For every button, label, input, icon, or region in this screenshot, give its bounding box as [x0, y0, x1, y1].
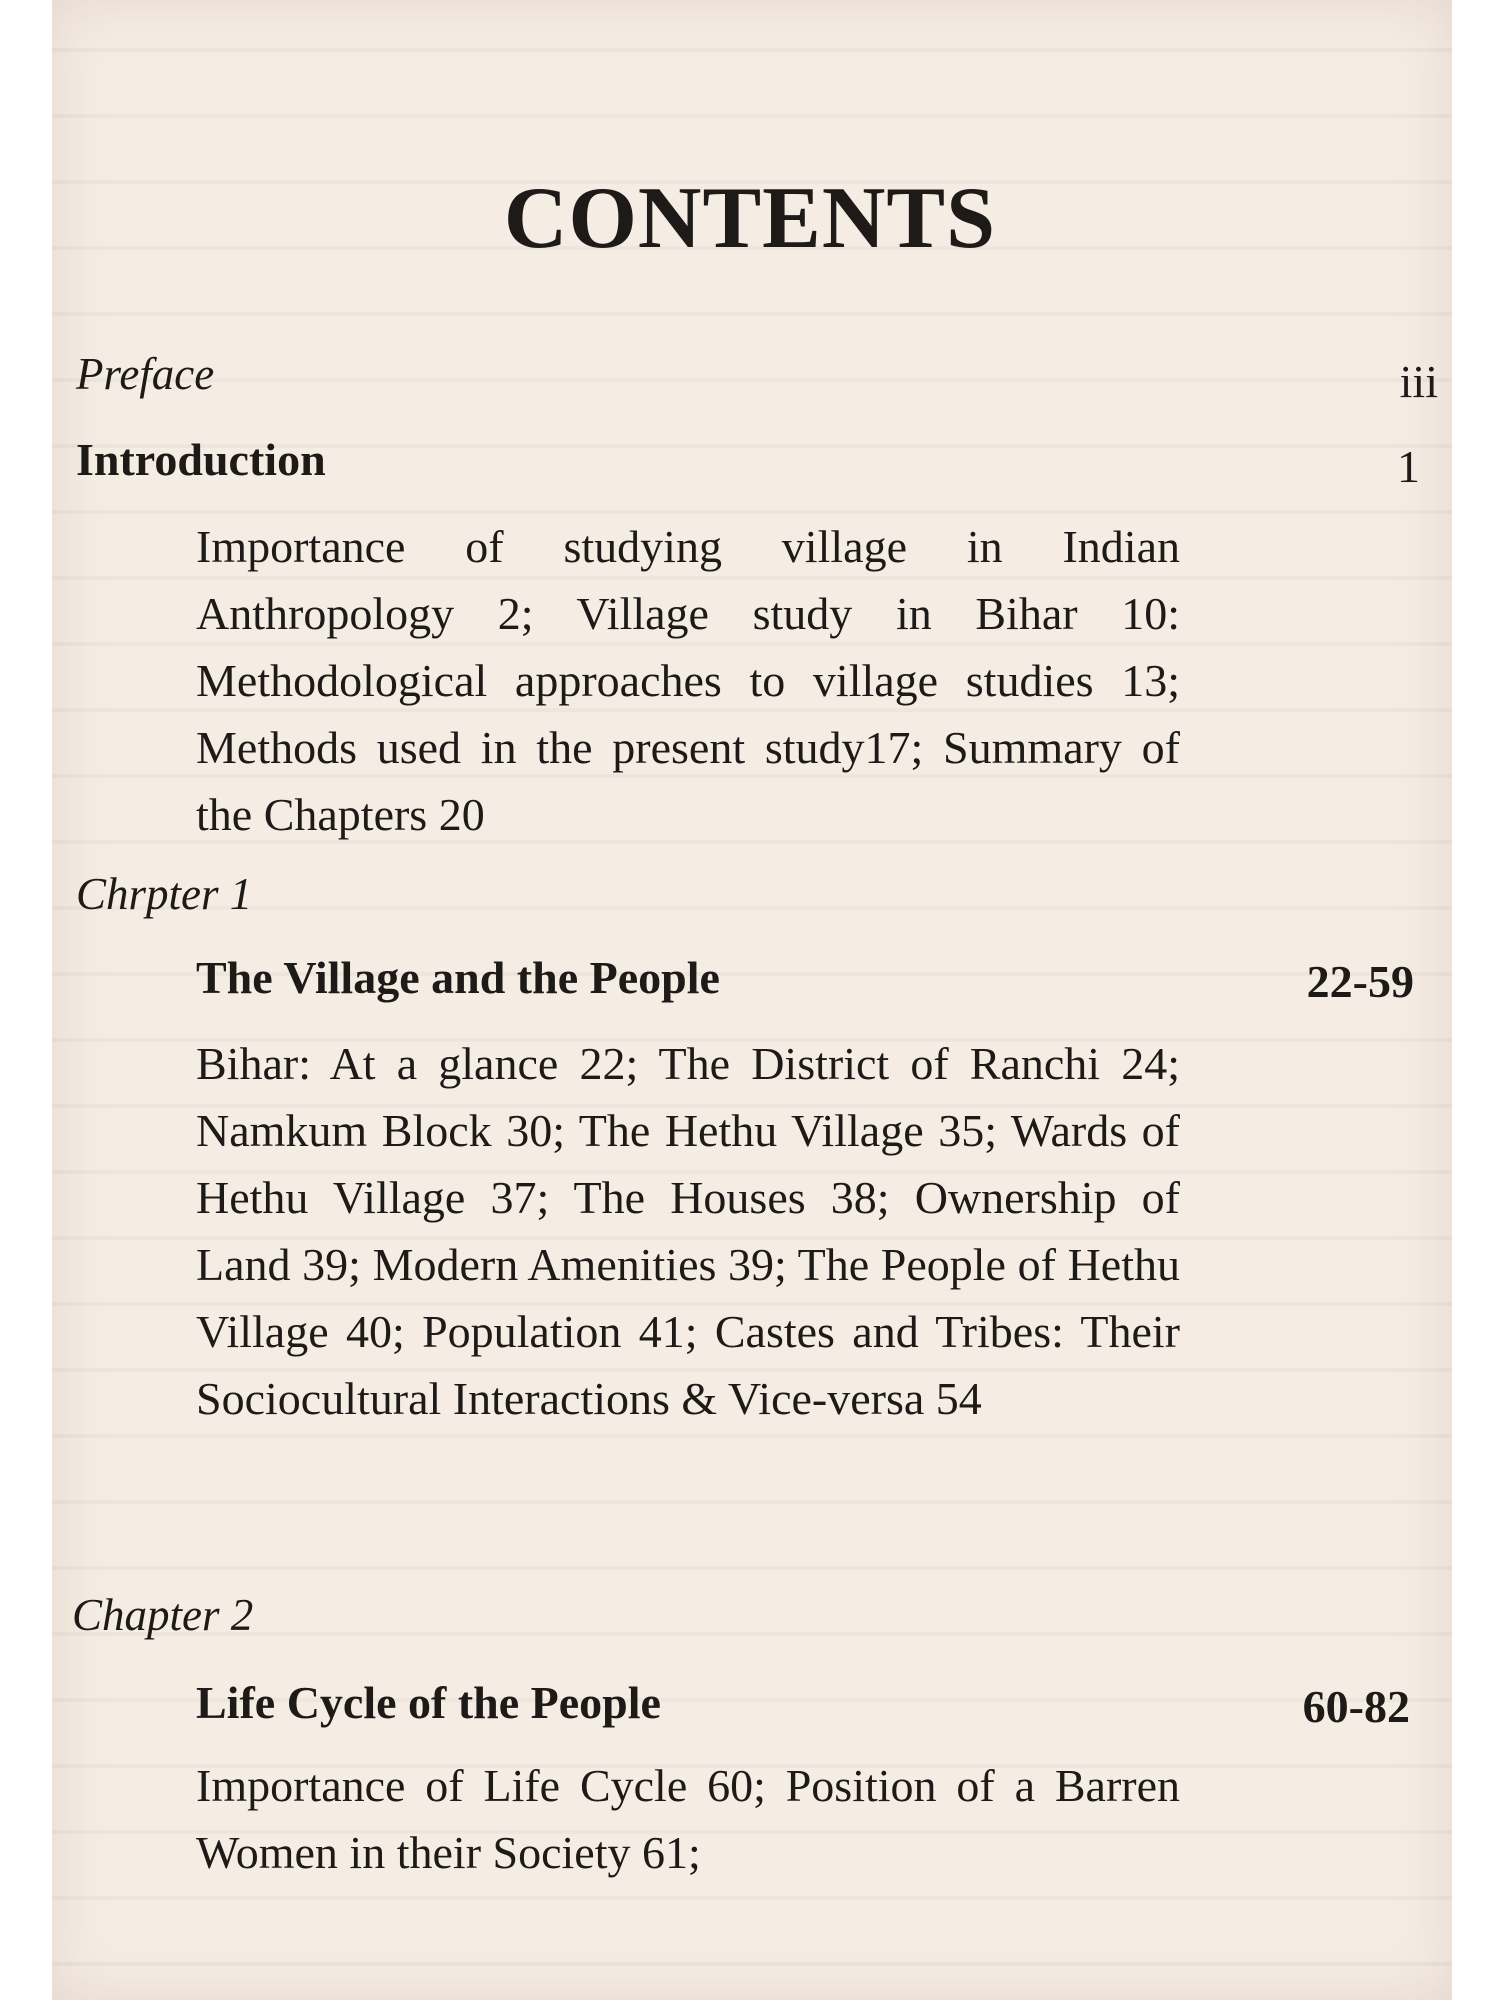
introduction-label: Introduction — [76, 434, 326, 485]
introduction-summary: Importance of studying village in Indian Anthropology 2; Village study in Bihar 10: Methodological approaches to village studies 13; Methods used in the present study17; Summary of the Chapters 20 — [196, 521, 1180, 840]
chapter1-label: Chrpter 1 — [76, 869, 253, 919]
introduction-page: 1 — [1397, 441, 1420, 492]
page-title: CONTENTS — [503, 170, 997, 267]
chapter2-title: Life Cycle of the People — [196, 1677, 661, 1728]
chapter2-summary: Importance of Life Cycle 60; Position of a Barren Women in their Society 61; — [196, 1760, 1180, 1878]
chapter1-pages: 22-59 — [1306, 956, 1414, 1007]
chapter2-label: Chapter 2 — [72, 1590, 254, 1640]
chapter1-summary: Bihar: At a glance 22; The District of Ranchi 24; Namkum Block 30; The Hethu Village 35; Wards of Hethu Village 37; The Houses 38; Ownership of Land 39; Modern Amenities 39; The People of Hethu Village 40; Population 41; Castes and Tribes: Their Sociocultural Interactions & Vice-versa 54 — [196, 1038, 1180, 1424]
chapter1-title: The Village and the People — [196, 952, 720, 1003]
chapter2-pages: 60-82 — [1302, 1681, 1410, 1732]
preface-label: Preface — [76, 349, 215, 399]
preface-page: iii — [1399, 356, 1438, 407]
